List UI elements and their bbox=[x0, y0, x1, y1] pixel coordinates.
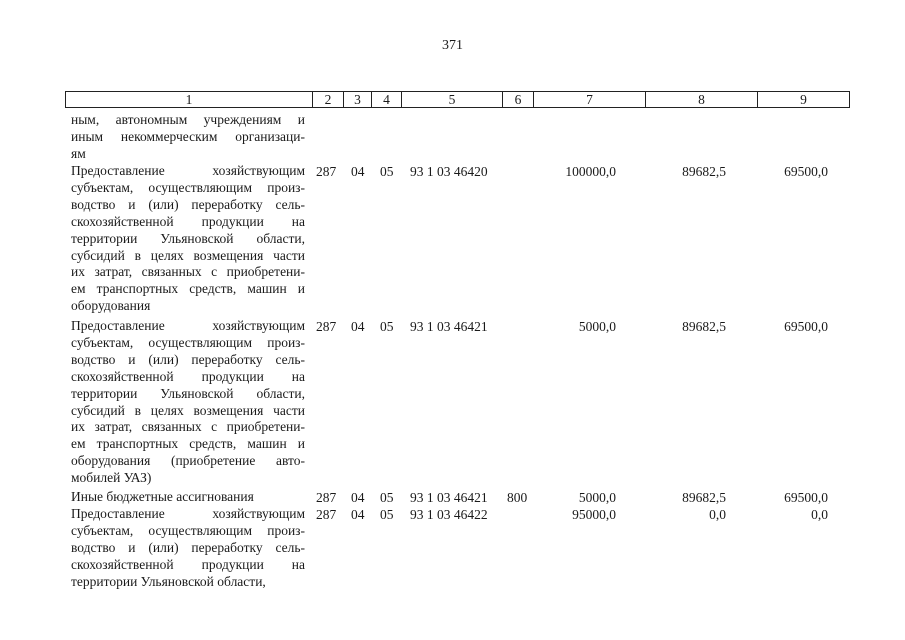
cell-col-3: 04 bbox=[351, 490, 365, 505]
cell-col-2: 287 bbox=[316, 507, 337, 522]
description-line: ем транспортных средств, машин и bbox=[71, 436, 305, 452]
description-line: субъектам, осуществляющим произ- bbox=[71, 334, 305, 350]
description-line: их затрат, связанных с приобретени- bbox=[71, 264, 305, 280]
description-line: субъектам, осуществляющим произ- bbox=[71, 179, 305, 195]
description-line: оборудования bbox=[71, 298, 151, 314]
description-line: водство и (или) переработку сель- bbox=[71, 539, 305, 555]
description-line: территории Ульяновской области, bbox=[71, 573, 266, 589]
row-description bbox=[71, 163, 305, 315]
cell-col-4: 05 bbox=[380, 507, 394, 522]
cell-col-3: 04 bbox=[351, 507, 365, 522]
description-line: ным, автономным учреждениям и bbox=[71, 112, 305, 127]
header-cell-6: 6 bbox=[502, 91, 534, 108]
cell-col-3: 04 bbox=[351, 164, 365, 179]
cell-col-8: 0,0 bbox=[709, 507, 726, 522]
row-description bbox=[71, 318, 305, 487]
header-cell-8: 8 bbox=[645, 91, 758, 108]
description-line: субсидий в целях возмещения части bbox=[71, 247, 305, 263]
description-line: их затрат, связанных с приобретени- bbox=[71, 419, 305, 435]
header-cell-1: 1 bbox=[65, 91, 313, 108]
description-line: ям bbox=[71, 145, 86, 161]
cell-col-7: 5000,0 bbox=[578, 490, 616, 505]
description-line: территории Ульяновской области, bbox=[71, 230, 305, 246]
description-line: оборудования (приобретение авто- bbox=[71, 453, 305, 469]
cell-col-5: 93 1 03 46421 bbox=[410, 490, 488, 505]
header-cell-2: 2 bbox=[312, 91, 344, 108]
cell-col-7: 100000,0 bbox=[565, 164, 616, 179]
row-description bbox=[71, 112, 305, 163]
description-line: скохозяйственной продукции на bbox=[71, 556, 305, 572]
cell-col-2: 287 bbox=[316, 319, 337, 334]
cell-col-5: 93 1 03 46422 bbox=[410, 507, 488, 522]
description-line: территории Ульяновской области, bbox=[71, 385, 305, 401]
description-line: водство и (или) переработку сель- bbox=[71, 351, 305, 367]
cell-col-3: 04 bbox=[351, 319, 365, 334]
description-line: иным некоммерческим организаци- bbox=[71, 128, 305, 144]
cell-col-9: 69500,0 bbox=[784, 319, 828, 334]
cell-col-4: 05 bbox=[380, 164, 394, 179]
cell-col-8: 89682,5 bbox=[682, 164, 726, 179]
description-line: Иные бюджетные ассигнования bbox=[71, 489, 254, 504]
description-line: субсидий в целях возмещения части bbox=[71, 402, 305, 418]
cell-col-5: 93 1 03 46420 bbox=[410, 164, 488, 179]
cell-col-4: 05 bbox=[380, 490, 394, 505]
cell-col-7: 5000,0 bbox=[578, 319, 616, 334]
cell-col-4: 05 bbox=[380, 319, 394, 334]
description-line: скохозяйственной продукции на bbox=[71, 213, 305, 229]
header-cell-7: 7 bbox=[533, 91, 646, 108]
cell-col-2: 287 bbox=[316, 164, 337, 179]
cell-col-9: 69500,0 bbox=[784, 164, 828, 179]
header-cell-4: 4 bbox=[371, 91, 402, 108]
cell-col-8: 89682,5 bbox=[682, 490, 726, 505]
cell-col-9: 69500,0 bbox=[784, 490, 828, 505]
description-line: водство и (или) переработку сель- bbox=[71, 196, 305, 212]
description-line: Предоставление хозяйствующим bbox=[71, 318, 305, 333]
description-line: субъектам, осуществляющим произ- bbox=[71, 522, 305, 538]
cell-col-9: 0,0 bbox=[811, 507, 828, 522]
page-number: 371 bbox=[442, 38, 463, 53]
description-line: мобилей УАЗ) bbox=[71, 470, 152, 486]
cell-col-6: 800 bbox=[507, 490, 528, 505]
description-line: Предоставление хозяйствующим bbox=[71, 506, 305, 521]
row-description bbox=[71, 506, 305, 591]
row-description bbox=[71, 489, 305, 506]
header-cell-3: 3 bbox=[343, 91, 372, 108]
header-cell-9: 9 bbox=[757, 91, 850, 108]
cell-col-7: 95000,0 bbox=[572, 507, 616, 522]
cell-col-5: 93 1 03 46421 bbox=[410, 319, 488, 334]
description-line: скохозяйственной продукции на bbox=[71, 368, 305, 384]
header-cell-5: 5 bbox=[401, 91, 503, 108]
description-line: ем транспортных средств, машин и bbox=[71, 281, 305, 297]
cell-col-2: 287 bbox=[316, 490, 337, 505]
cell-col-8: 89682,5 bbox=[682, 319, 726, 334]
description-line: Предоставление хозяйствующим bbox=[71, 163, 305, 178]
